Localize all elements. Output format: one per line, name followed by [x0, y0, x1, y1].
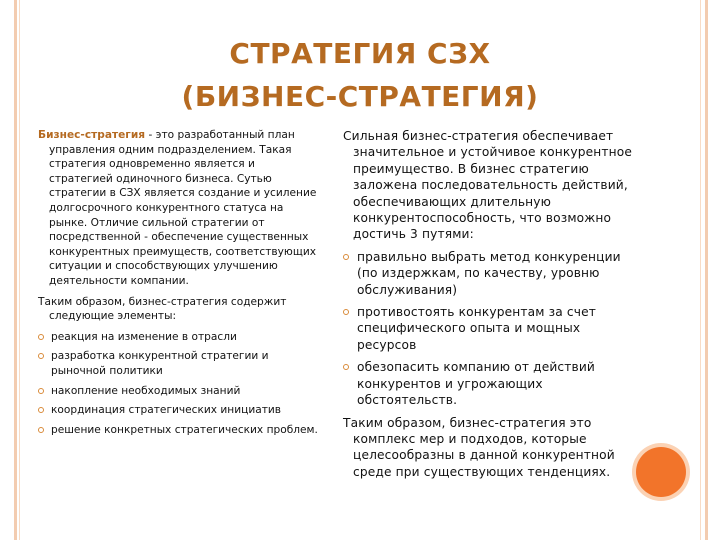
left-paragraph-summary: Таким образом, бизнес-стратегия содержит следующие элементы:	[38, 295, 287, 323]
list-item	[38, 403, 320, 418]
list-item	[38, 330, 320, 345]
bullet-text: правильно выбрать метод конкуренции (по издержкам, по качеству, уровню обслуживания)	[357, 249, 621, 297]
list-item	[343, 304, 635, 353]
right-column	[343, 128, 635, 486]
list-item	[38, 423, 320, 438]
title-line-1: СТРАТЕГИЯ СЗХ	[229, 37, 491, 70]
bullet-circle-icon	[38, 353, 44, 359]
bullet-text: реакция на изменение в отрасли	[51, 330, 237, 343]
list-item	[38, 384, 320, 399]
decorative-orange-circle	[636, 447, 686, 497]
bullet-text: решение конкретных стратегических проблем.	[51, 423, 318, 436]
term-highlight: Бизнес-стратегия	[38, 129, 146, 141]
bullet-text: противостоять конкурентам за счет специфического опыта и мощных ресурсов	[357, 305, 597, 352]
bullet-circle-icon	[343, 364, 349, 370]
title-line-2: (БИЗНЕС-СТРАТЕГИЯ)	[181, 80, 539, 113]
slide-title	[30, 32, 690, 118]
left-paragraph-definition	[38, 128, 320, 289]
bullet-text: обезопасить компанию от действий конкурентов и угрожающих обстоятельств.	[357, 360, 595, 408]
bullet-text: координация стратегических инициатив	[51, 404, 282, 417]
bullet-circle-icon	[38, 407, 44, 413]
left-column	[38, 128, 320, 442]
right-paragraph-summary: Таким образом, бизнес-стратегия это комплекс мер и подходов, которые целесообразны в данной конкурентной среде при существующих тенденциях.	[343, 415, 615, 479]
bullet-text: разработка конкурентной стратегии и рыночной политики	[51, 350, 269, 377]
right-paragraph-intro: Сильная бизнес-стратегия обеспечивает значительное и устойчивое конкурентное преимущество. В бизнес стратегию заложена последовательность действий, обеспечивающих длительную конкурентоспособность, что возможно достичь 3 путями:	[343, 129, 633, 242]
list-item	[38, 349, 320, 378]
bullet-circle-icon	[38, 388, 44, 394]
definition-text: - это разработанный план управления одним подразделением. Такая стратегия одновременно является и стратегией одиночного бизнеса. Сутью стратегии в СЗХ является создание и усиление долгосрочного конкурентного статуса на рынке. Отличие сильной стратегии от посредственной - обеспечение существенных конкурентных преимуществ, соответствующих ситуации и способствующих улучшению деятельности компании.	[49, 129, 317, 287]
list-item	[343, 359, 635, 408]
bullet-circle-icon	[38, 334, 44, 340]
bullet-circle-icon	[343, 309, 349, 315]
bullet-circle-icon	[38, 427, 44, 433]
bullet-circle-icon	[343, 254, 349, 260]
list-item	[343, 249, 635, 298]
bullet-text: накопление необходимых знаний	[51, 384, 241, 397]
